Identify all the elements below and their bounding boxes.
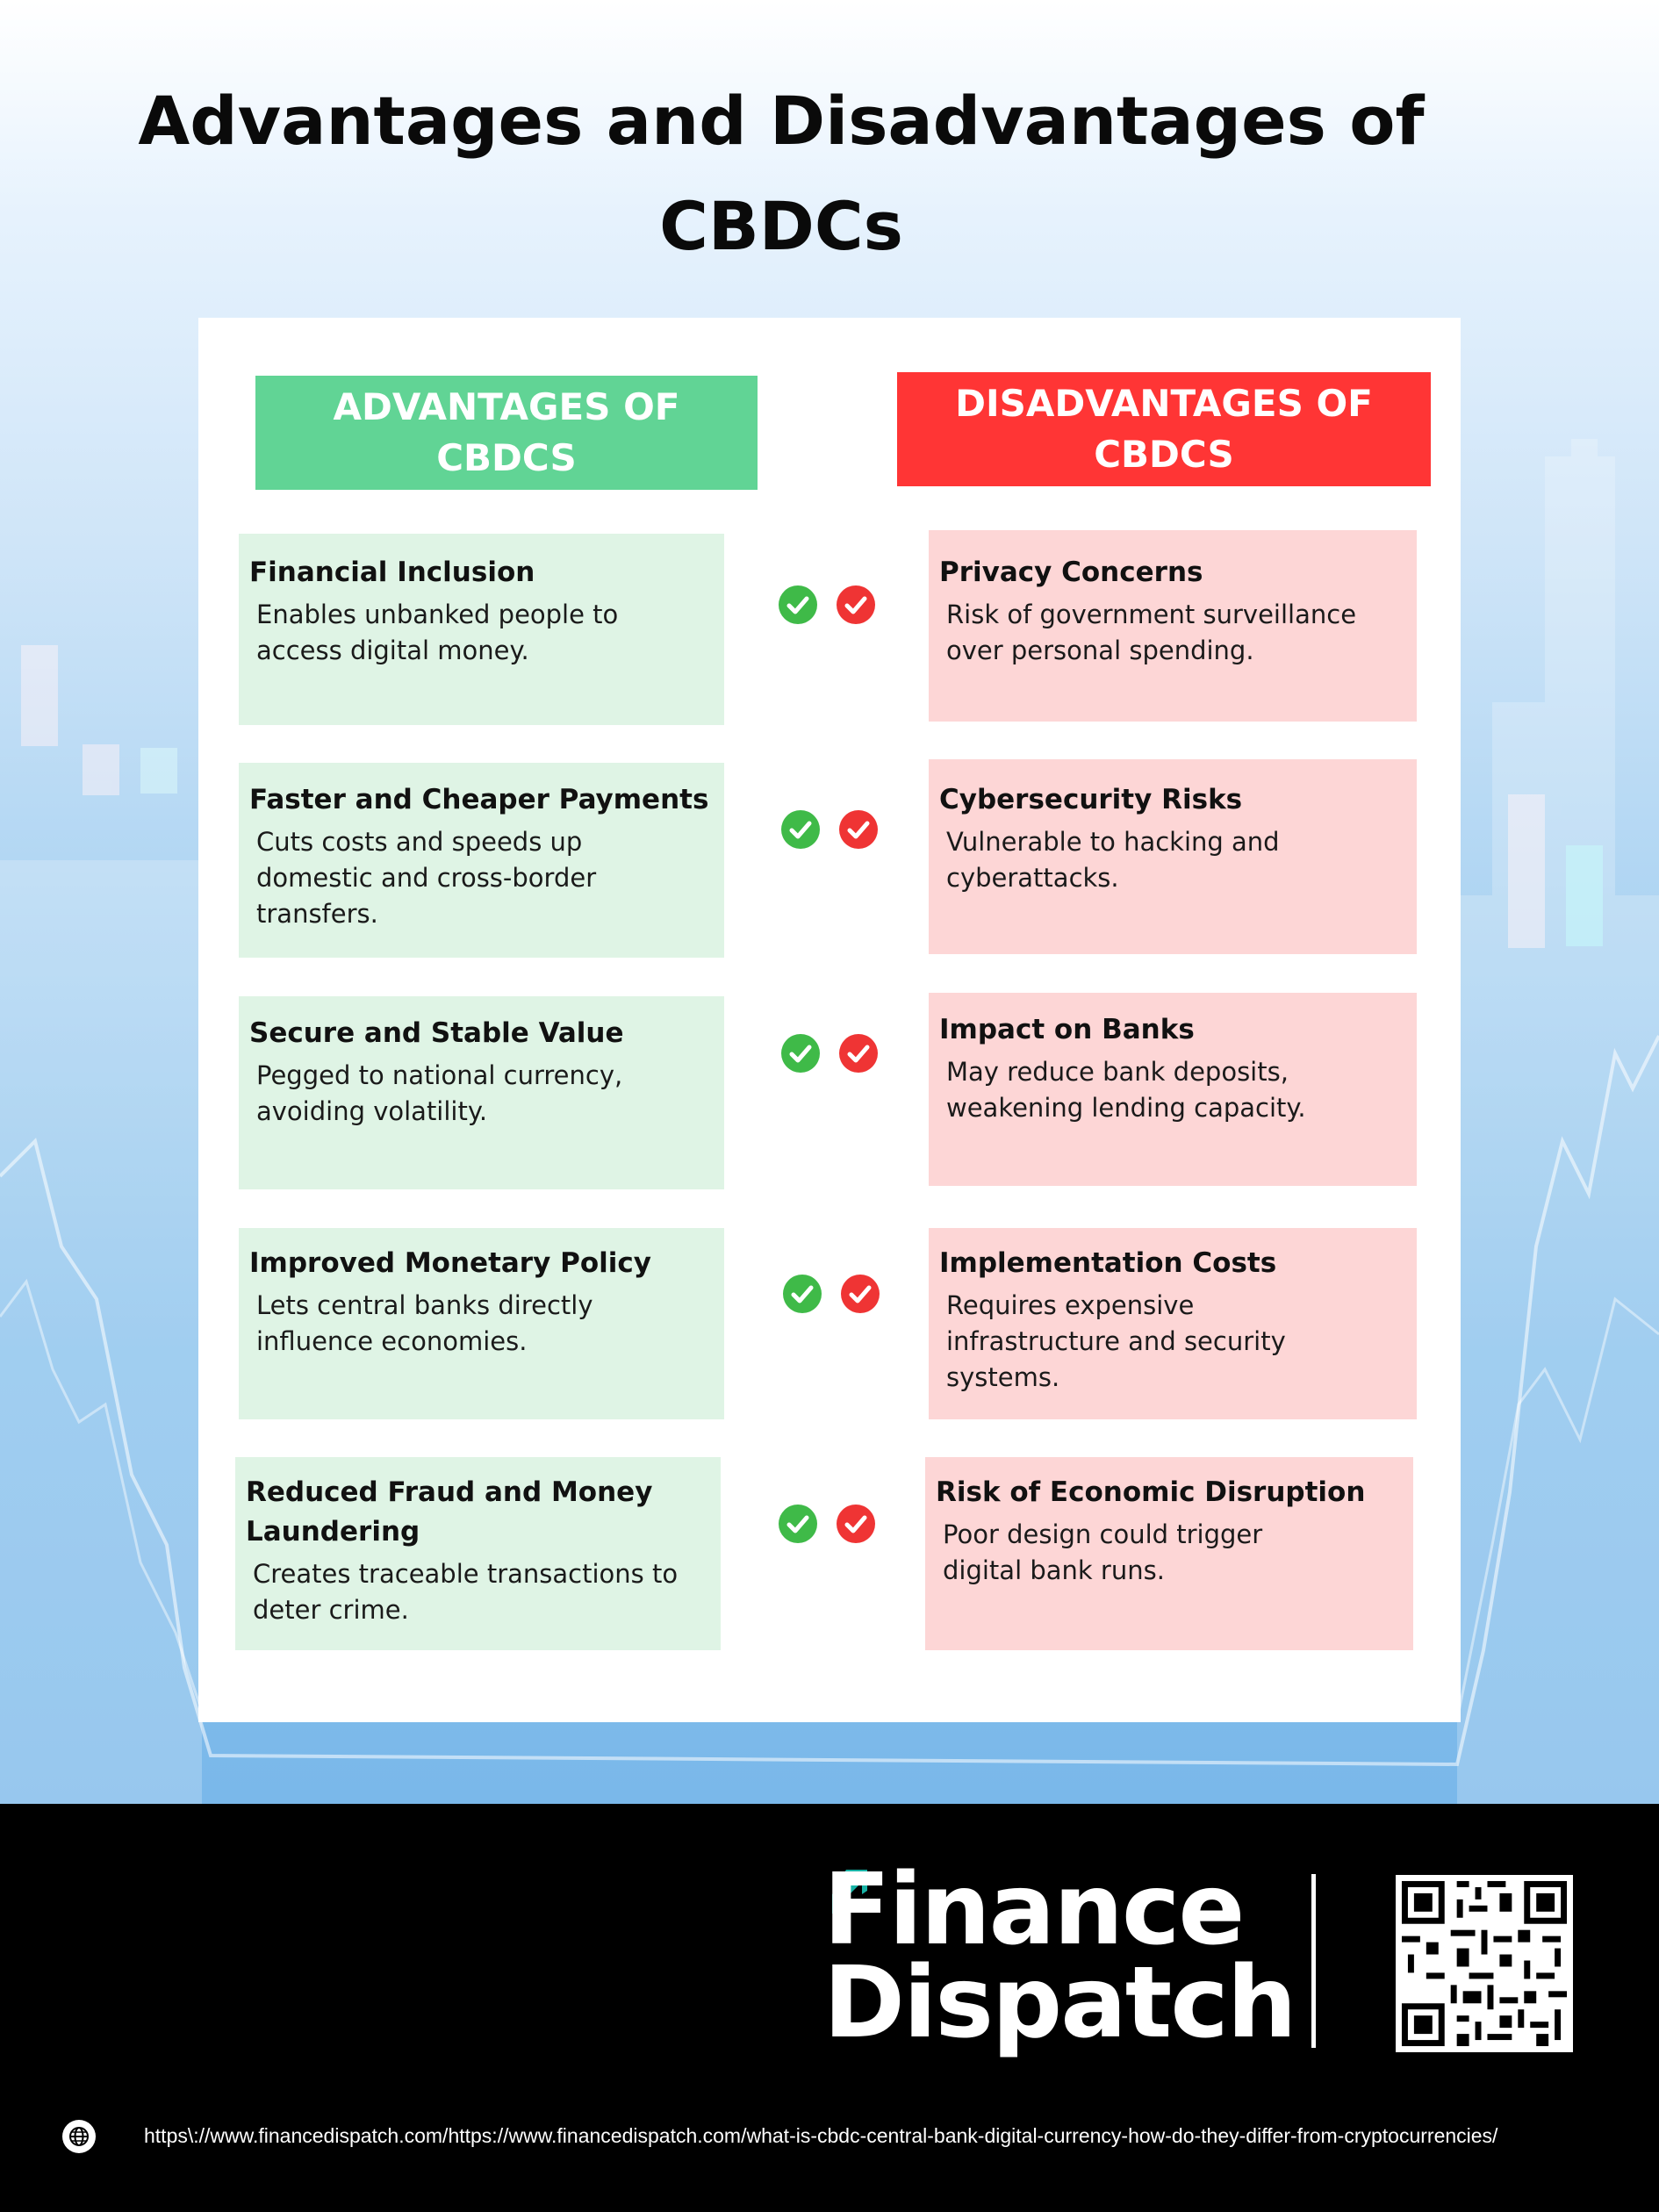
disadvantage-card — [929, 993, 1417, 1186]
disadvantage-description: May reduce bank deposits, weakening lending capacity. — [946, 1057, 1306, 1123]
disadvantage-card — [929, 1228, 1417, 1419]
disadvantage-description: Poor design could trigger digital bank runs. — [943, 1519, 1263, 1585]
check-circle-icon — [838, 809, 879, 850]
disadvantage-description: Requires expensive infrastructure and security systems. — [946, 1290, 1286, 1392]
advantage-card — [239, 996, 724, 1189]
brand-name-line1: Finance — [823, 1853, 1244, 1967]
disadvantages-header: DISADVANTAGES OF CBDCS — [897, 372, 1431, 486]
check-circle-icon — [778, 1504, 818, 1544]
advantage-card — [239, 1228, 724, 1419]
advantage-description: Enables unbanked people to access digital money. — [256, 600, 619, 665]
check-pair — [778, 585, 862, 625]
disadvantage-description: Vulnerable to hacking and cyberattacks. — [946, 827, 1280, 893]
check-pair — [780, 809, 865, 850]
advantage-title: Improved Monetary Policy — [249, 1247, 651, 1279]
check-pair — [782, 1274, 866, 1314]
advantage-card — [239, 763, 724, 958]
footer-divider — [1311, 1874, 1316, 2048]
globe-icon — [61, 2119, 97, 2154]
advantage-description: Creates traceable transactions to deter crime. — [253, 1559, 679, 1625]
check-pair — [778, 1504, 862, 1544]
check-circle-icon — [780, 809, 821, 850]
check-pair — [780, 1033, 865, 1074]
advantage-title: Secure and Stable Value — [249, 1017, 624, 1049]
advantage-title: Financial Inclusion — [249, 557, 535, 588]
disadvantage-title: Cybersecurity Risks — [939, 784, 1243, 815]
disadvantage-title: Impact on Banks — [939, 1014, 1195, 1045]
check-circle-icon — [836, 585, 876, 625]
disadvantage-description: Risk of government surveillance over personal spending. — [946, 600, 1357, 665]
check-circle-icon — [778, 585, 818, 625]
advantage-description: Cuts costs and speeds up domestic and cross-border transfers. — [256, 827, 597, 929]
source-url-link[interactable]: https\://www.financedispatch.com/https://www.financedispatch.com/what-is-cbdc-central-bank-digital-currency-how-do-they-differ-from-cryptocurrencies/ — [144, 2124, 1498, 2147]
advantage-card — [235, 1457, 721, 1650]
check-circle-icon — [836, 1504, 876, 1544]
disadvantage-card — [929, 759, 1417, 954]
disadvantage-title: Implementation Costs — [939, 1247, 1277, 1279]
disadvantage-card — [925, 1457, 1413, 1650]
advantage-card — [239, 534, 724, 725]
disadvantage-title: Privacy Concerns — [939, 557, 1203, 588]
brand-name-line2: Dispatch — [823, 1946, 1296, 2060]
qr-code[interactable] — [1396, 1875, 1573, 2052]
qr-code-graphic — [1396, 1875, 1573, 2052]
disadvantage-title: Risk of Economic Disruption — [936, 1476, 1366, 1508]
check-circle-icon — [840, 1274, 880, 1314]
disadvantage-card — [929, 530, 1417, 722]
advantage-title: Faster and Cheaper Payments — [249, 784, 709, 815]
page-title: Advantages and Disadvantages of CBDCs — [138, 82, 1425, 265]
check-circle-icon — [780, 1033, 821, 1074]
advantages-header: ADVANTAGES OF CBDCS — [255, 376, 758, 490]
advantage-description: Lets central banks directly influence economies. — [256, 1290, 593, 1356]
advantage-title: Reduced Fraud and Money Laundering — [246, 1476, 653, 1548]
advantage-description: Pegged to national currency, avoiding volatility. — [256, 1060, 623, 1126]
check-circle-icon — [782, 1274, 822, 1314]
check-circle-icon — [838, 1033, 879, 1074]
